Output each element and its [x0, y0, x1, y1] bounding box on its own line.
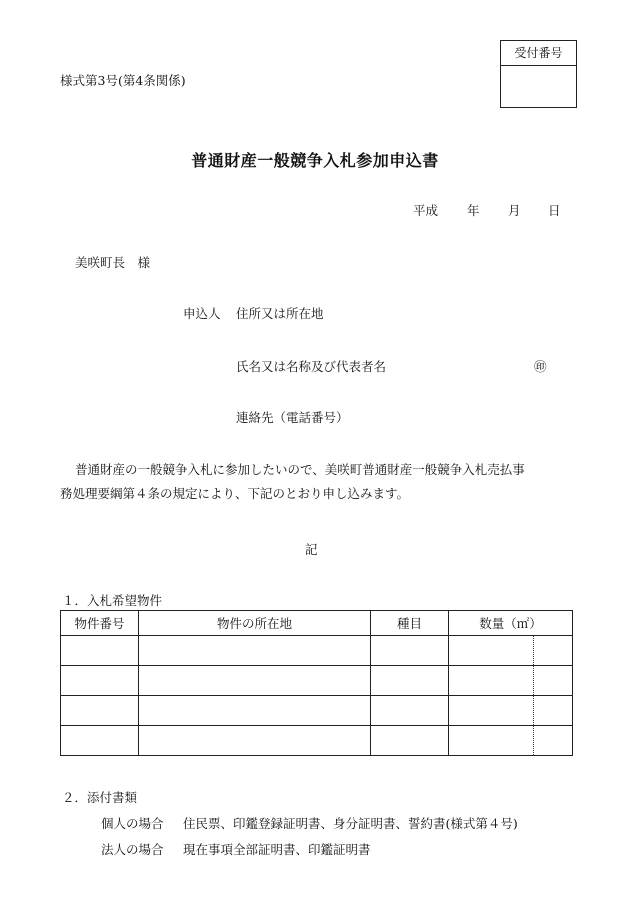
table-cell[interactable]	[139, 636, 371, 666]
table-cell[interactable]	[61, 726, 139, 756]
column-header: 種目	[371, 611, 449, 636]
table-cell[interactable]	[139, 726, 371, 756]
table-cell[interactable]	[61, 666, 139, 696]
date-era: 平成	[413, 203, 439, 218]
body-text-line1: 普通財産の一般競争入札に参加したいので、美咲町普通財産一般競争入札売払事	[75, 462, 525, 477]
table-cell[interactable]	[61, 636, 139, 666]
date-year: 年	[467, 203, 480, 218]
table-cell[interactable]	[449, 726, 573, 756]
section2-heading: ２．添付書類	[62, 790, 138, 805]
table-cell[interactable]	[371, 666, 449, 696]
column-header: 数量（㎡）	[449, 611, 573, 636]
individual-docs: 住民票、印鑑登録証明書、身分証明書、誓約書(様式第４号)	[183, 816, 518, 831]
body-text-line2: 務処理要綱第４条の規定により、下記のとおり申し込みます。	[60, 486, 410, 501]
table-cell[interactable]	[449, 636, 573, 666]
date-day: 日	[548, 203, 561, 218]
table-cell[interactable]	[139, 696, 371, 726]
ki-heading: 記	[305, 542, 318, 557]
contact-label: 連絡先（電話番号）	[236, 410, 349, 425]
table-row	[61, 726, 573, 756]
section1-heading: １．入札希望物件	[62, 593, 163, 608]
individual-label: 個人の場合	[101, 816, 164, 831]
table-cell[interactable]	[449, 666, 573, 696]
table-cell[interactable]	[139, 666, 371, 696]
table-row	[61, 636, 573, 666]
addressee: 美咲町長 様	[75, 255, 151, 270]
table-row	[61, 666, 573, 696]
applicant-label: 申込人	[183, 306, 221, 321]
decimal-divider	[533, 726, 534, 755]
table-header-row	[61, 611, 573, 636]
seal-mark: ㊞	[534, 359, 547, 374]
table-row	[61, 696, 573, 726]
decimal-divider	[533, 636, 534, 665]
body-paragraph	[60, 458, 575, 506]
date-month: 月	[508, 203, 521, 218]
property-table	[60, 610, 573, 756]
corporate-docs: 現在事項全部証明書、印鑑証明書	[183, 842, 371, 857]
name-label: 氏名又は名称及び代表者名	[236, 359, 387, 374]
table-cell[interactable]	[61, 696, 139, 726]
column-header: 物件の所在地	[139, 611, 371, 636]
table-cell[interactable]	[371, 726, 449, 756]
receipt-number-label: 受付番号	[501, 41, 576, 66]
address-label: 住所又は所在地	[236, 306, 324, 321]
corporate-label: 法人の場合	[101, 842, 164, 857]
decimal-divider	[533, 666, 534, 695]
decimal-divider	[533, 696, 534, 725]
receipt-number-box	[500, 40, 577, 108]
column-header: 物件番号	[61, 611, 139, 636]
table-cell[interactable]	[371, 696, 449, 726]
document-title: 普通財産一般競争入札参加申込書	[191, 151, 439, 170]
table-cell[interactable]	[371, 636, 449, 666]
table-cell[interactable]	[449, 696, 573, 726]
form-number: 様式第3号(第4条関係)	[60, 73, 186, 88]
